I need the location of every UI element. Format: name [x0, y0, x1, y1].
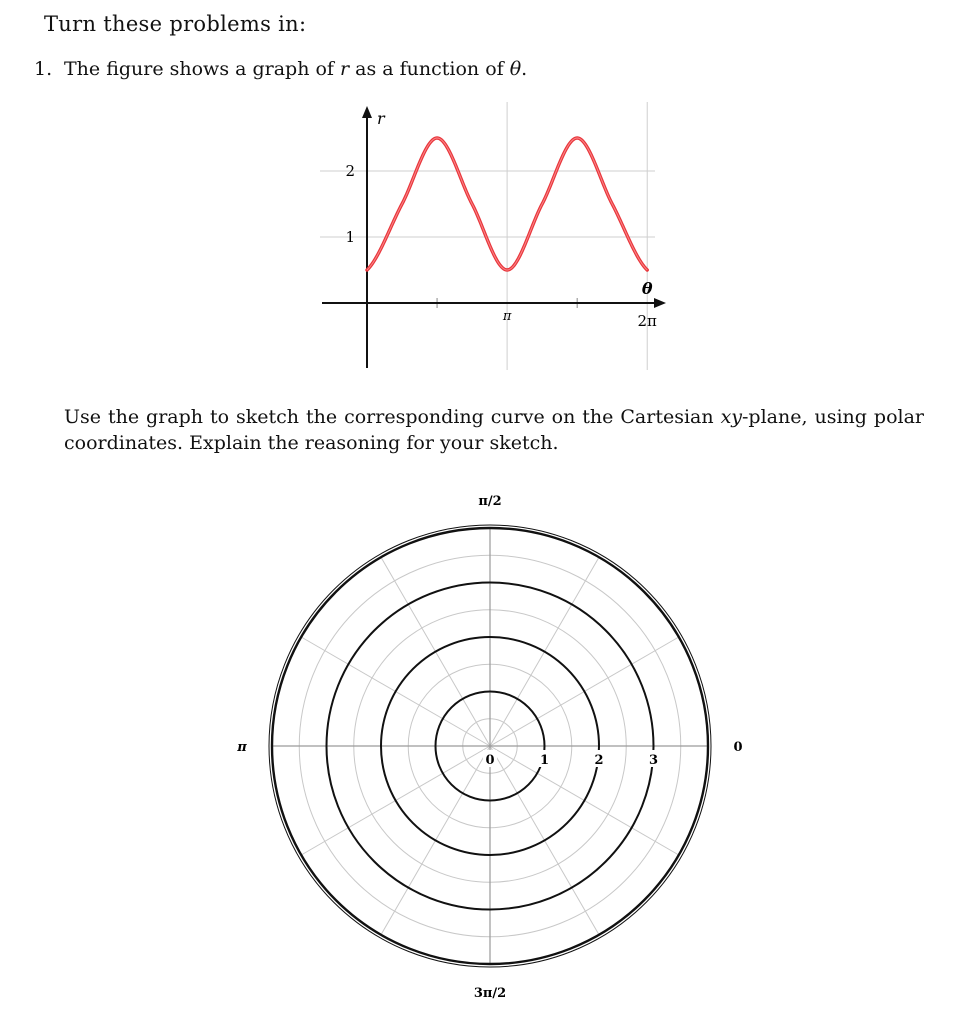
radial-label-3: 3	[648, 753, 659, 768]
instructions	[64, 404, 924, 456]
radial-label-2: 2	[594, 753, 604, 768]
radial-label-1: 1	[539, 753, 550, 768]
y-axis-label: r	[377, 109, 385, 128]
problem-statement	[34, 58, 527, 80]
var-theta: θ	[509, 58, 522, 80]
angle-label-3pi-over-2: 3π/2	[473, 986, 507, 1001]
angle-label-pi: π	[237, 740, 247, 755]
r-theta-graph	[300, 90, 680, 380]
var-r: r	[340, 58, 350, 80]
instructions-xy: xy	[720, 406, 743, 428]
radial-label-0: 0	[485, 753, 495, 768]
x-tick-label-pi: π	[502, 309, 512, 324]
page-title: Turn these problems in:	[44, 12, 307, 36]
angle-label-pi-over-2: π/2	[478, 494, 502, 509]
polar-grid	[220, 480, 760, 1010]
angle-label-0: 0	[733, 740, 743, 755]
x-tick-label-2pi: 2π	[637, 312, 657, 330]
statement-mid: as a function of	[349, 58, 510, 80]
instructions-part2: -plane, using polar coordinates. Explain the reasoning for your sketch.	[64, 406, 924, 454]
instructions-part1: Use the graph to sketch the corresponding curve on the Cartesian	[64, 406, 721, 428]
y-tick-label-2: 2	[345, 162, 355, 180]
y-tick-label-1: 1	[345, 228, 355, 246]
statement-prefix: The figure shows a graph of	[64, 58, 341, 80]
x-axis-arrow	[654, 298, 666, 308]
problem-number: 1.	[34, 58, 53, 80]
statement-end: .	[521, 58, 528, 80]
y-axis-arrow	[362, 106, 372, 118]
x-axis-label: θ	[641, 279, 653, 298]
